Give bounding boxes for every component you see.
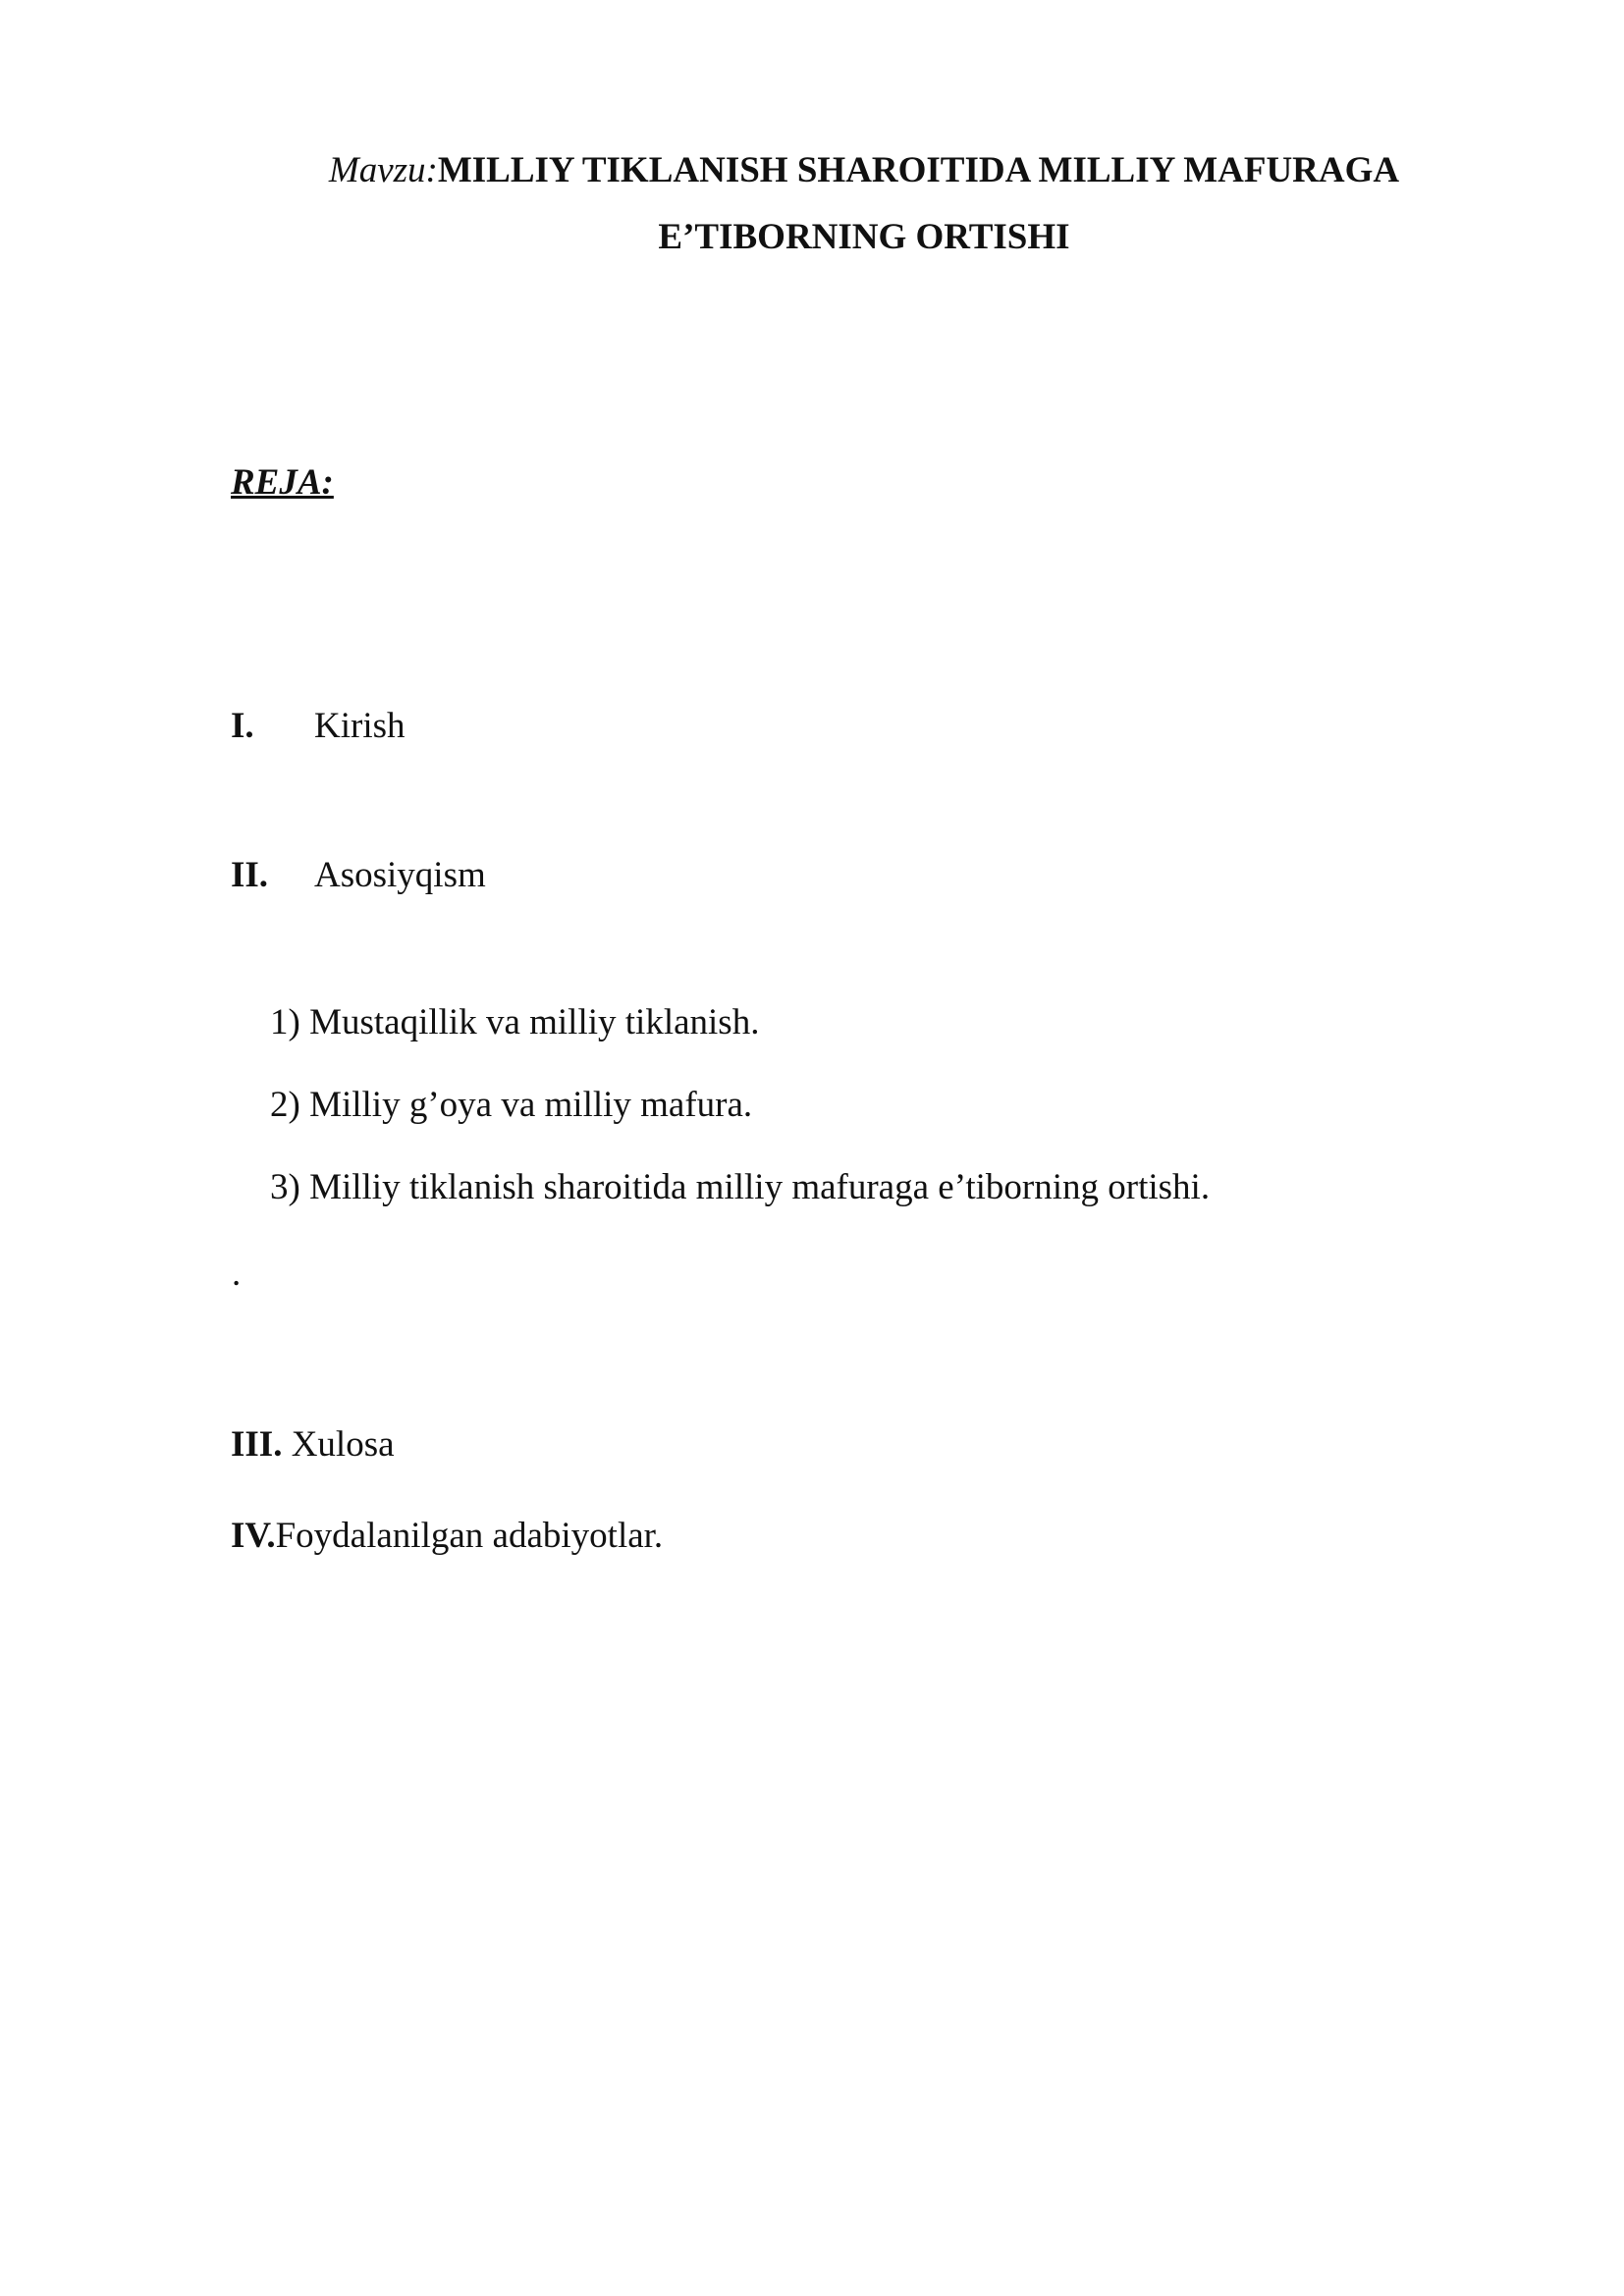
section-number: III. bbox=[231, 1424, 283, 1465]
stray-dot: . bbox=[232, 1254, 242, 1294]
plan-heading: REJA: bbox=[231, 462, 334, 503]
section-number: I. bbox=[231, 706, 254, 746]
closing-item bbox=[231, 1423, 395, 1466]
subsection-item: 1) Mustaqillik va milliy tiklanish. bbox=[270, 1002, 760, 1042]
title-text-line-2: E’TIBORNING ORTISHI bbox=[658, 217, 1070, 257]
title-label: Mavzu: bbox=[328, 150, 438, 190]
section-title: Asosiyqism bbox=[314, 855, 486, 895]
section-number: IV. bbox=[231, 1516, 276, 1556]
section-number: II. bbox=[231, 855, 269, 895]
subsection-item: 2) Milliy g’oya va milliy mafura. bbox=[270, 1085, 753, 1125]
section-title: Xulosa bbox=[282, 1424, 395, 1465]
document-title-line-2 bbox=[255, 216, 1473, 259]
section-title: Foydalanilgan adabiyotlar. bbox=[275, 1516, 664, 1556]
closing-item bbox=[231, 1515, 663, 1557]
section-title: Kirish bbox=[314, 706, 406, 746]
subsection-item: 3) Milliy tiklanish sharoitida milliy mafuraga e’tiborning ortishi. bbox=[270, 1167, 1211, 1207]
title-text-line-1: MILLIY TIKLANISH SHAROITIDA MILLIY MAFURAGA bbox=[437, 150, 1400, 190]
document-title-line-1 bbox=[255, 149, 1473, 192]
